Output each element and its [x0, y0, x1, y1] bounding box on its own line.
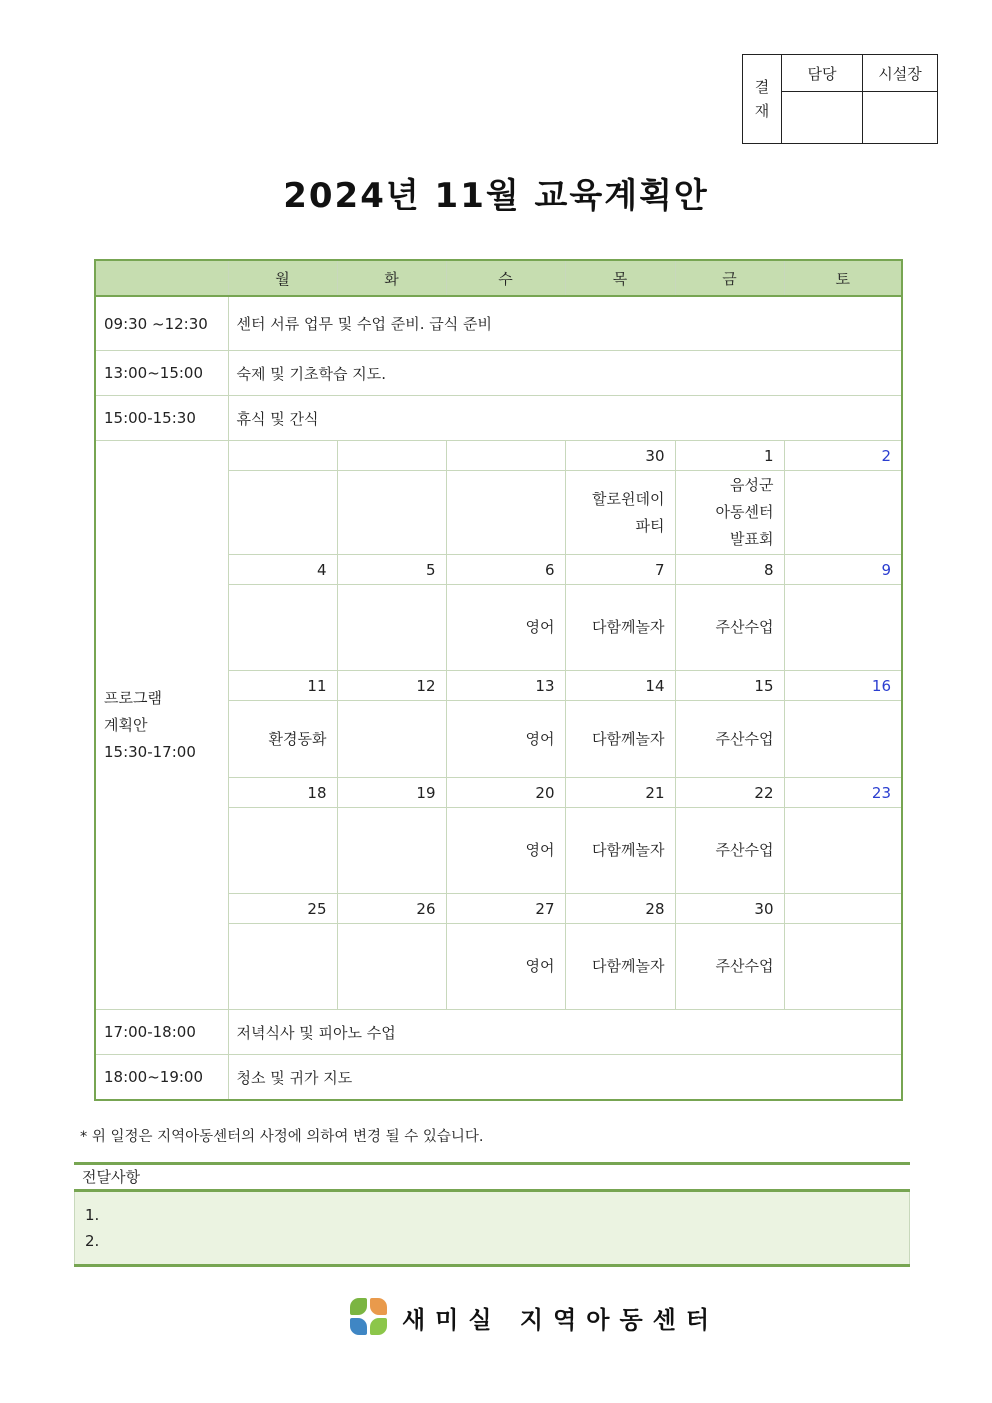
approval-sign-staff[interactable] [782, 92, 863, 144]
weekday-header: 토 [784, 260, 902, 296]
weekday-header: 화 [337, 260, 446, 296]
activity-cell: 다함께놀자 [565, 701, 675, 778]
date-cell: 22 [675, 778, 784, 808]
date-cell: 21 [565, 778, 675, 808]
date-cell: 12 [337, 671, 446, 701]
date-cell: 28 [565, 894, 675, 924]
org-name: 새미실 지역아동센터 [402, 1305, 720, 1334]
activity-cell [337, 701, 446, 778]
activity-cell [228, 585, 337, 671]
activity-cell [784, 924, 902, 1010]
weekday-header: 목 [565, 260, 675, 296]
date-cell-saturday: 9 [784, 555, 902, 585]
activity-cell: 주산수업 [675, 701, 784, 778]
date-cell: 19 [337, 778, 446, 808]
activity-text: 센터 서류 업무 및 수업 준비. 급식 준비 [228, 296, 902, 351]
date-cell: 27 [446, 894, 565, 924]
approval-sign-director[interactable] [863, 92, 938, 144]
activity-cell: 환경동화 [228, 701, 337, 778]
activity-cell [337, 471, 446, 555]
activity-cell [784, 585, 902, 671]
notice-header: 전달사항 [82, 1168, 140, 1186]
date-cell-saturday: 16 [784, 671, 902, 701]
activity-cell: 영어 [446, 585, 565, 671]
notice-body[interactable] [74, 1192, 910, 1264]
date-cell: 14 [565, 671, 675, 701]
activity-cell [784, 471, 902, 555]
activity-text: 청소 및 귀가 지도 [228, 1055, 902, 1101]
activity-cell: 영어 [446, 924, 565, 1010]
activity-cell: 다함께놀자 [565, 808, 675, 894]
activity-cell: 영어 [446, 808, 565, 894]
date-cell: 4 [228, 555, 337, 585]
date-cell: 25 [228, 894, 337, 924]
clover-logo-icon [350, 1298, 388, 1336]
date-cell [337, 441, 446, 471]
activity-cell [337, 924, 446, 1010]
activity-cell: 주산수업 [675, 585, 784, 671]
notice-item: 2. [85, 1232, 100, 1250]
activity-cell: 음성군 아동센터 발표회 [675, 471, 784, 555]
org-logo [350, 1297, 719, 1337]
activity-cell [228, 471, 337, 555]
date-cell: 30 [565, 441, 675, 471]
time-cell: 13:00~15:00 [95, 351, 228, 396]
time-cell: 17:00-18:00 [95, 1010, 228, 1055]
time-cell: 09:30 ~12:30 [95, 296, 228, 351]
activity-cell [337, 585, 446, 671]
date-cell: 26 [337, 894, 446, 924]
time-cell: 18:00~19:00 [95, 1055, 228, 1101]
activity-cell [228, 924, 337, 1010]
date-cell: 7 [565, 555, 675, 585]
date-cell: 18 [228, 778, 337, 808]
weekday-header: 월 [228, 260, 337, 296]
activity-text: 숙제 및 기초학습 지도. [228, 351, 902, 396]
date-cell: 8 [675, 555, 784, 585]
activity-cell: 주산수업 [675, 808, 784, 894]
schedule-note: * 위 일정은 지역아동센터의 사정에 의하여 변경 될 수 있습니다. [80, 1129, 484, 1145]
date-cell: 1 [675, 441, 784, 471]
activity-cell [784, 808, 902, 894]
date-cell [228, 441, 337, 471]
weekday-header: 수 [446, 260, 565, 296]
divider [74, 1264, 910, 1267]
date-cell-saturday: 23 [784, 778, 902, 808]
notice-box [74, 1162, 910, 1267]
approval-col-staff: 담당 [782, 55, 863, 92]
activity-text: 저녁식사 및 피아노 수업 [228, 1010, 902, 1055]
program-label: 프로그램 계획안 15:30-17:00 [95, 441, 228, 1010]
activity-text: 휴식 및 간식 [228, 396, 902, 441]
time-cell: 15:00-15:30 [95, 396, 228, 441]
approval-label: 결 재 [743, 55, 782, 144]
page-title: 2024년 11월 교육계획안 [283, 176, 709, 216]
activity-cell [784, 701, 902, 778]
date-cell: 30 [675, 894, 784, 924]
activity-cell: 다함께놀자 [565, 924, 675, 1010]
date-cell: 11 [228, 671, 337, 701]
approval-box [742, 54, 938, 144]
notice-item: 1. [85, 1206, 100, 1224]
activity-cell: 다함께놀자 [565, 585, 675, 671]
activity-cell [228, 808, 337, 894]
header-blank [95, 260, 228, 296]
date-cell: 6 [446, 555, 565, 585]
approval-col-director: 시설장 [863, 55, 938, 92]
activity-cell: 영어 [446, 701, 565, 778]
activity-cell: 주산수업 [675, 924, 784, 1010]
weekday-header: 금 [675, 260, 784, 296]
schedule-table [94, 259, 903, 1101]
date-cell: 15 [675, 671, 784, 701]
date-cell: 5 [337, 555, 446, 585]
activity-cell: 할로윈데이 파티 [565, 471, 675, 555]
activity-cell [337, 808, 446, 894]
activity-cell [446, 471, 565, 555]
date-cell: 13 [446, 671, 565, 701]
date-cell: 20 [446, 778, 565, 808]
date-cell [446, 441, 565, 471]
date-cell-saturday [784, 894, 902, 924]
date-cell-saturday: 2 [784, 441, 902, 471]
